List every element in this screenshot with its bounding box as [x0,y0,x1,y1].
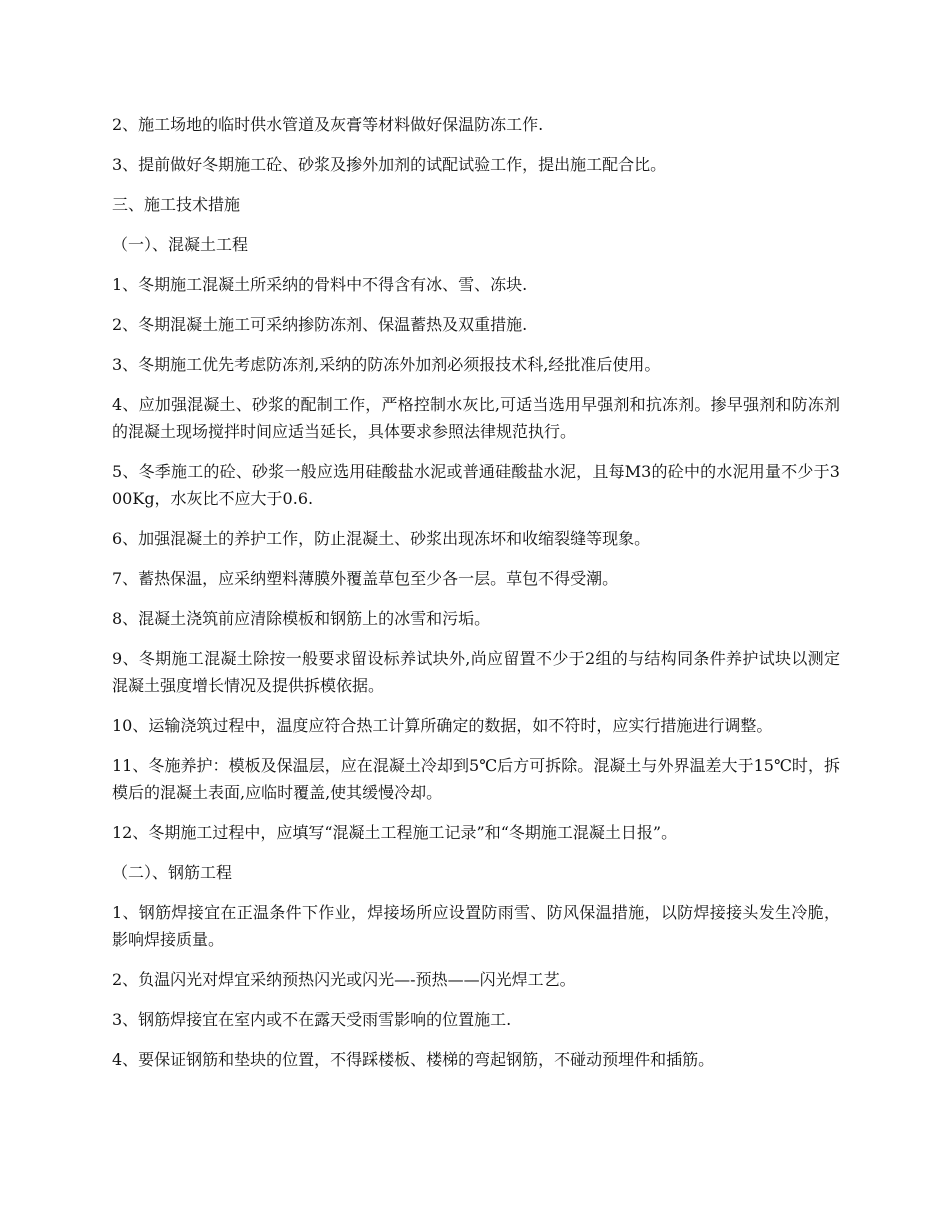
paragraph: 6、加强混凝土的养护工作，防止混凝土、砂浆出现冻坏和收缩裂缝等现象。 [112,529,651,548]
subsection-heading: （二）、钢筋工程 [112,863,233,882]
paragraph: 7、蓄热保温，应采纳塑料薄膜外覆盖草包至少各一层。草包不得受潮。 [112,569,619,588]
paragraph: 2、施工场地的临时供水管道及灰膏等材料做好保温防冻工作. [112,115,544,134]
paragraph: 2、冬期混凝土施工可采纳掺防冻剂、保温蓄热及双重措施. [112,315,528,334]
section-heading: 三、施工技术措施 [112,195,241,214]
paragraph: 3、钢筋焊接宜在室内或不在露天受雨雪影响的位置施工. [112,1010,512,1029]
paragraph: 12、冬期施工过程中，应填写“混凝土工程施工记录”和“冬期施工混凝土日报”。 [112,823,678,842]
paragraph: 10、运输浇筑过程中，温度应符合热工计算所确定的数据，如不符时，应实行措施进行调整。 [112,716,773,735]
paragraph: 4、应加强混凝土、砂浆的配制工作，严格控制水灰比,可适当选用早强剂和抗冻剂。掺早强剂和防冻剂的混凝土现场搅拌时间应适当延长，具体要求参照法律规范执行。 [112,395,840,441]
paragraph: 8、混凝土浇筑前应清除模板和钢筋上的冰雪和污垢。 [112,609,491,628]
paragraph: 11、冬施养护：模板及保温层，应在混凝土冷却到5℃后方可拆除。混凝土与外界温差大于15℃时，拆模后的混凝土表面,应临时覆盖,使其缓慢冷却。 [112,756,840,802]
paragraph: 3、提前做好冬期施工砼、砂浆及掺外加剂的试配试验工作，提出施工配合比。 [112,155,667,174]
paragraph: 5、冬季施工的砼、砂浆一般应选用硅酸盐水泥或普通硅酸盐水泥，且每M3的砼中的水泥用量不少于300Kg，水灰比不应大于0.6. [112,462,840,508]
paragraph: 1、钢筋焊接宜在正温条件下作业，焊接场所应设置防雨雪、防风保温措施，以防焊接接头发生冷脆，影响焊接质量。 [112,903,840,949]
paragraph: 4、要保证钢筋和垫块的位置，不得踩楼板、楼梯的弯起钢筋，不碰动预埋件和插筋。 [112,1050,715,1069]
paragraph: 2、负温闪光对焊宜采纳预热闪光或闪光—-预热——闪光焊工艺。 [112,970,576,989]
paragraph: 1、冬期施工混凝土所采纳的骨料中不得含有冰、雪、冻块. [112,275,528,294]
paragraph: 3、冬期施工优先考虑防冻剂,采纳的防冻外加剂必须报技术科,经批准后使用。 [112,355,661,374]
paragraph: 9、冬期施工混凝土除按一般要求留设标养试块外,尚应留置不少于2组的与结构同条件养护试块以测定混凝土强度增长情况及提供拆模依据。 [112,649,840,695]
document-body [112,111,840,1086]
subsection-heading: （一）、混凝土工程 [112,235,249,254]
